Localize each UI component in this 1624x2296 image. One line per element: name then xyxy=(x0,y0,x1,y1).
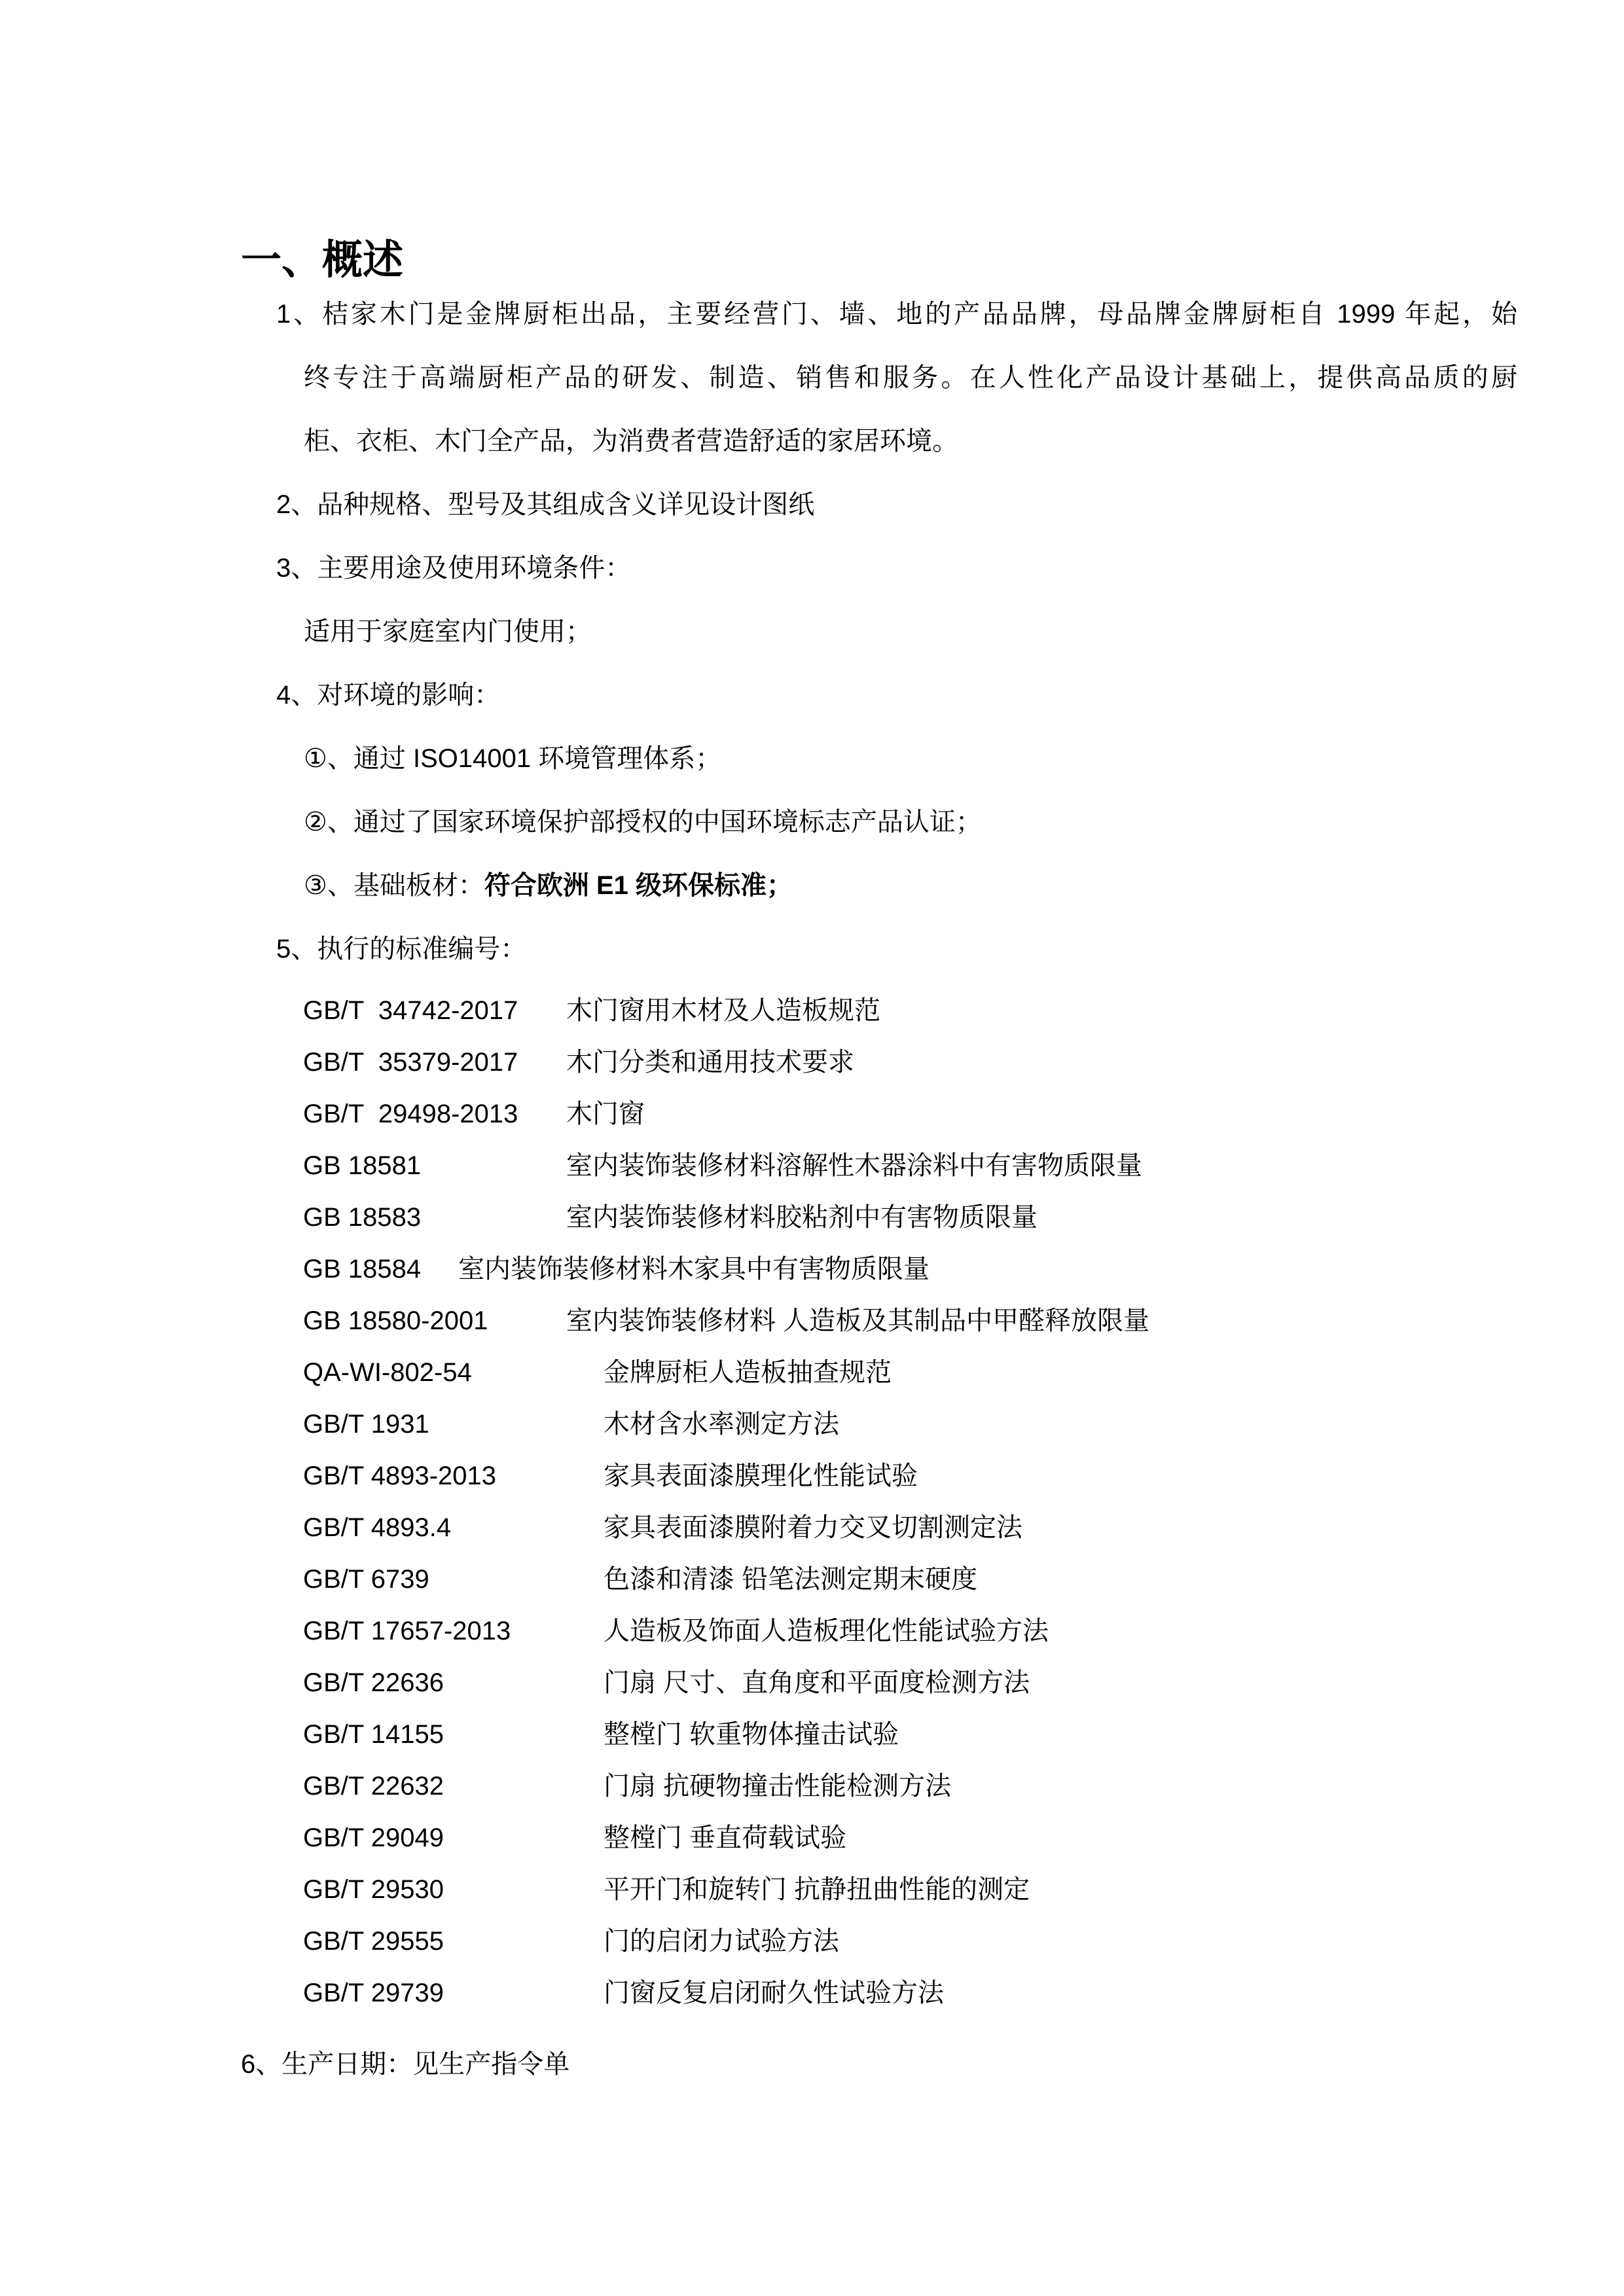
standard-row xyxy=(0,1192,1624,1244)
standard-name: 家具表面漆膜附着力交叉切割测定法 xyxy=(604,1513,1022,1542)
standard-name: 整樘门 软重物体撞击试验 xyxy=(604,1720,899,1749)
standard-row xyxy=(0,1088,1624,1140)
standard-code: GB/T 1931 xyxy=(303,1410,429,1439)
standard-code: GB/T 4893.4 xyxy=(303,1513,452,1542)
standard-name: 木材含水率测定方法 xyxy=(604,1410,839,1439)
item3-label: 3、主要用途及使用环境条件： xyxy=(276,554,632,583)
standard-code: GB/T 29739 xyxy=(303,1979,444,2007)
item4-label: 4、对环境的影响： xyxy=(276,681,501,709)
standard-row xyxy=(0,1967,1624,2019)
standard-code: GB/T 17657-2013 xyxy=(303,1617,511,1645)
standard-name: 门的启闭力试验方法 xyxy=(604,1927,839,1956)
standard-row xyxy=(0,1864,1624,1916)
standard-code: QA-WI-802-54 xyxy=(303,1358,472,1387)
standard-code: GB/T 6739 xyxy=(303,1565,429,1594)
standard-name: 室内装饰装修材料胶粘剂中有害物质限量 xyxy=(566,1203,1038,1232)
standard-name: 木门窗 xyxy=(566,1100,645,1128)
standard-name: 室内装饰装修材料木家具中有害物质限量 xyxy=(458,1255,929,1283)
standard-row xyxy=(0,1140,1624,1192)
standard-row xyxy=(0,1916,1624,1967)
standard-name: 平开门和旋转门 抗静扭曲性能的测定 xyxy=(604,1875,1030,1904)
standard-row xyxy=(0,1295,1624,1347)
item4-sub1: ①、通过 ISO14001 环境管理体系； xyxy=(304,744,722,773)
standard-code: GB/T 29530 xyxy=(303,1875,444,1904)
item5-label: 5、执行的标准编号： xyxy=(276,935,527,963)
item2: 2、品种规格、型号及其组成含义详见设计图纸 xyxy=(276,490,815,519)
standard-name: 家具表面漆膜理化性能试验 xyxy=(604,1462,918,1490)
section-heading: 一、概述 xyxy=(241,238,404,283)
standard-code: GB/T 4893-2013 xyxy=(303,1462,497,1490)
standard-row xyxy=(0,985,1624,1037)
standard-row xyxy=(0,1502,1624,1554)
standard-code: GB/T 29498-2013 xyxy=(303,1100,518,1128)
item3-sub: 适用于家庭室内门使用； xyxy=(304,617,592,646)
standard-row xyxy=(0,1812,1624,1864)
standard-code: GB/T 35379-2017 xyxy=(303,1048,518,1077)
standard-name: 门扇 抗硬物撞击性能检测方法 xyxy=(604,1772,952,1801)
standard-name: 室内装饰装修材料溶解性木器涂料中有害物质限量 xyxy=(566,1151,1142,1180)
standard-row xyxy=(0,1605,1624,1657)
standard-row xyxy=(0,1761,1624,1812)
item1-line-1: 1、桔家木门是金牌厨柜出品，主要经营门、墙、地的产品品牌，母品牌金牌厨柜自 1999 年起，始 xyxy=(276,300,1517,329)
standard-code: GB/T 22636 xyxy=(303,1668,444,1697)
standard-code: GB/T 14155 xyxy=(303,1720,444,1749)
standard-name: 门扇 尺寸、直角度和平面度检测方法 xyxy=(604,1668,1030,1697)
standard-row xyxy=(0,1657,1624,1709)
standard-code: GB 18583 xyxy=(303,1203,422,1232)
standard-code: GB 18580-2001 xyxy=(303,1306,488,1335)
standard-code: GB 18584 xyxy=(303,1255,422,1283)
standard-name: 金牌厨柜人造板抽查规范 xyxy=(604,1358,892,1387)
standard-name: 整樘门 垂直荷载试验 xyxy=(604,1823,847,1852)
standard-row xyxy=(0,1554,1624,1605)
standards-list xyxy=(0,985,1624,2019)
standard-row xyxy=(0,1037,1624,1088)
item1-line-2: 终专注于高端厨柜产品的研发、制造、销售和服务。在人性化产品设计基础上，提供高品质的厨 xyxy=(304,363,1517,392)
standard-code: GB 18581 xyxy=(303,1151,422,1180)
bold-emphasis: 符合欧洲 E1 级环保标准； xyxy=(484,871,793,900)
standard-name: 人造板及饰面人造板理化性能试验方法 xyxy=(604,1617,1049,1645)
standard-code: GB/T 29049 xyxy=(303,1823,444,1852)
standard-name: 室内装饰装修材料 人造板及其制品中甲醛释放限量 xyxy=(566,1306,1150,1335)
standard-row xyxy=(0,1450,1624,1502)
standard-code: GB/T 29555 xyxy=(303,1927,444,1956)
item4-sub3-prefix: ③、基础板材： xyxy=(304,871,484,900)
standard-code: GB/T 22632 xyxy=(303,1772,444,1801)
standard-name: 木门窗用木材及人造板规范 xyxy=(566,996,880,1025)
item4-sub2: ②、通过了国家环境保护部授权的中国环境标志产品认证； xyxy=(304,808,982,836)
standard-row xyxy=(0,1347,1624,1399)
item6: 6、生产日期：见生产指令单 xyxy=(241,2050,570,2079)
standard-name: 色漆和清漆 铅笔法测定期末硬度 xyxy=(604,1565,978,1594)
standard-row xyxy=(0,1399,1624,1450)
standard-name: 木门分类和通用技术要求 xyxy=(566,1048,854,1077)
standard-code: GB/T 34742-2017 xyxy=(303,996,518,1025)
item4-sub3 xyxy=(0,854,1624,918)
standard-row xyxy=(0,1244,1624,1295)
standard-row xyxy=(0,1709,1624,1761)
body-content xyxy=(0,283,1624,981)
item1-line-3: 柜、衣柜、木门全产品，为消费者营造舒适的家居环境。 xyxy=(304,427,958,456)
standard-name: 门窗反复启闭耐久性试验方法 xyxy=(604,1979,944,2007)
